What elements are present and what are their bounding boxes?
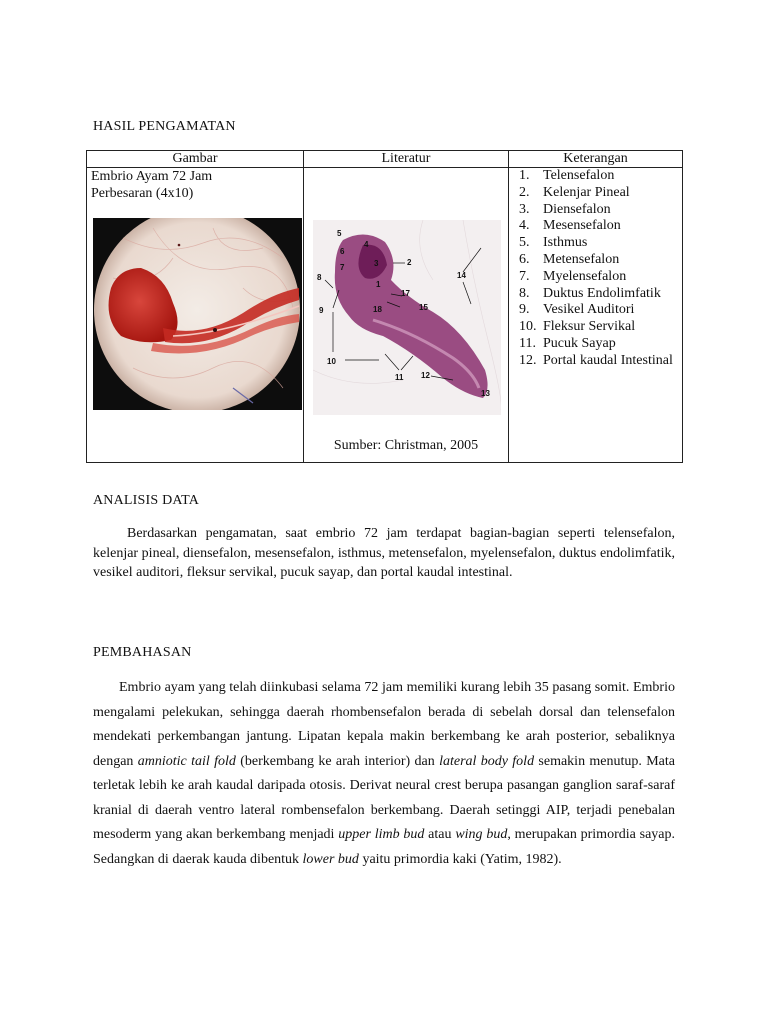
analysis-paragraph: Berdasarkan pengamatan, saat embrio 72 jam terdapat bagian-bagian seperti telensefalon, kelenjar pineal, diensefalon, mesensefalon, isthmus, metensefalon, myelensefalon, duktus endolimfatik, vesikel auditori, fleksur servikal, pucuk sayap, dan portal kaudal intestinal. <box>93 526 675 580</box>
literature-label: 3 <box>374 259 379 268</box>
literature-label: 7 <box>340 263 345 272</box>
legend-item: 4. Mesensefalon <box>519 218 621 234</box>
header-keterangan: Keterangan <box>509 151 683 168</box>
legend-item: 8. Duktus Endolimfatik <box>519 285 661 301</box>
legend-item: 6. Metensefalon <box>519 251 620 267</box>
section-title-analisis: ANALISIS DATA <box>93 493 200 508</box>
keterangan-cell <box>509 168 683 463</box>
literatur-cell <box>304 168 509 463</box>
legend-item: 2. Kelenjar Pineal <box>519 184 630 200</box>
literature-label: 15 <box>419 303 428 312</box>
literature-label: 11 <box>395 373 404 382</box>
literature-label: 2 <box>407 258 412 267</box>
literature-label: 17 <box>401 289 410 298</box>
literature-diagram <box>313 220 501 415</box>
legend-list <box>519 168 679 370</box>
legend-item: 7. Myelensefalon <box>519 268 627 284</box>
legend-item: 12. Portal kaudal Intestinal <box>519 352 673 368</box>
legend-item: 5. Isthmus <box>519 235 588 251</box>
discussion-paragraph: Embrio ayam yang telah diinkubasi selama 72 jam memiliki kurang lebih 35 pasang somit. Embrio mengalami pelekukan, sehingga daerah rhombensefalon berada di sebelah dorsal dan telensefalon mendekati perkembangan jantung. Lipatan kepala makin berkembang ke arah posterior, sebaliknya dengan amniotic tail fold (berkembang ke arah interior) dan lateral body fold semakin menutup. Mata terletak lebih ke arah kaudal daripada otosis. Derivat neural crest berupa pasangan ganglion saraf-saraf kranial di daerah ventro lateral rombensefalon berkembang. Daerah setinggi AIP, terjadi penebalan mesoderm yang akan berkembang menjadi upper limb bud atau wing bud, merupakan primordia sayap. Sedangkan di daerak kauda dibentuk lower bud yaitu primordia kaki (Yatim, 1982). <box>93 680 676 867</box>
literature-label: 13 <box>481 389 490 398</box>
section-title-pembahasan: PEMBAHASAN <box>93 645 192 660</box>
legend-item: 3. Diensefalon <box>519 201 611 217</box>
legend-item: 9. Vesikel Auditori <box>519 302 635 318</box>
literature-label: 10 <box>327 357 336 366</box>
literature-label: 1 <box>376 280 381 289</box>
observation-table <box>86 150 683 463</box>
section-title-hasil: HASIL PENGAMATAN <box>93 119 236 134</box>
gambar-cell <box>87 168 304 463</box>
literature-label: 4 <box>364 240 369 249</box>
literature-source: Sumber: Christman, 2005 <box>333 438 479 453</box>
header-gambar: Gambar <box>87 151 304 168</box>
literature-label: 9 <box>319 306 324 315</box>
literature-label: 8 <box>317 273 322 282</box>
literature-label: 18 <box>373 305 382 314</box>
literature-label: 5 <box>337 229 342 238</box>
literature-label: 12 <box>421 371 430 380</box>
legend-item: 10. Fleksur Servikal <box>519 319 636 335</box>
literature-label: 14 <box>457 271 466 280</box>
literature-label: 6 <box>340 247 345 256</box>
gambar-caption: Embrio Ayam 72 Jam Perbesaran (4x10) <box>91 169 213 201</box>
microscope-photo <box>93 218 302 410</box>
header-literatur: Literatur <box>304 151 509 168</box>
legend-item: 1. Telensefalon <box>519 168 615 183</box>
legend-item: 11. Pucuk Sayap <box>519 335 616 351</box>
